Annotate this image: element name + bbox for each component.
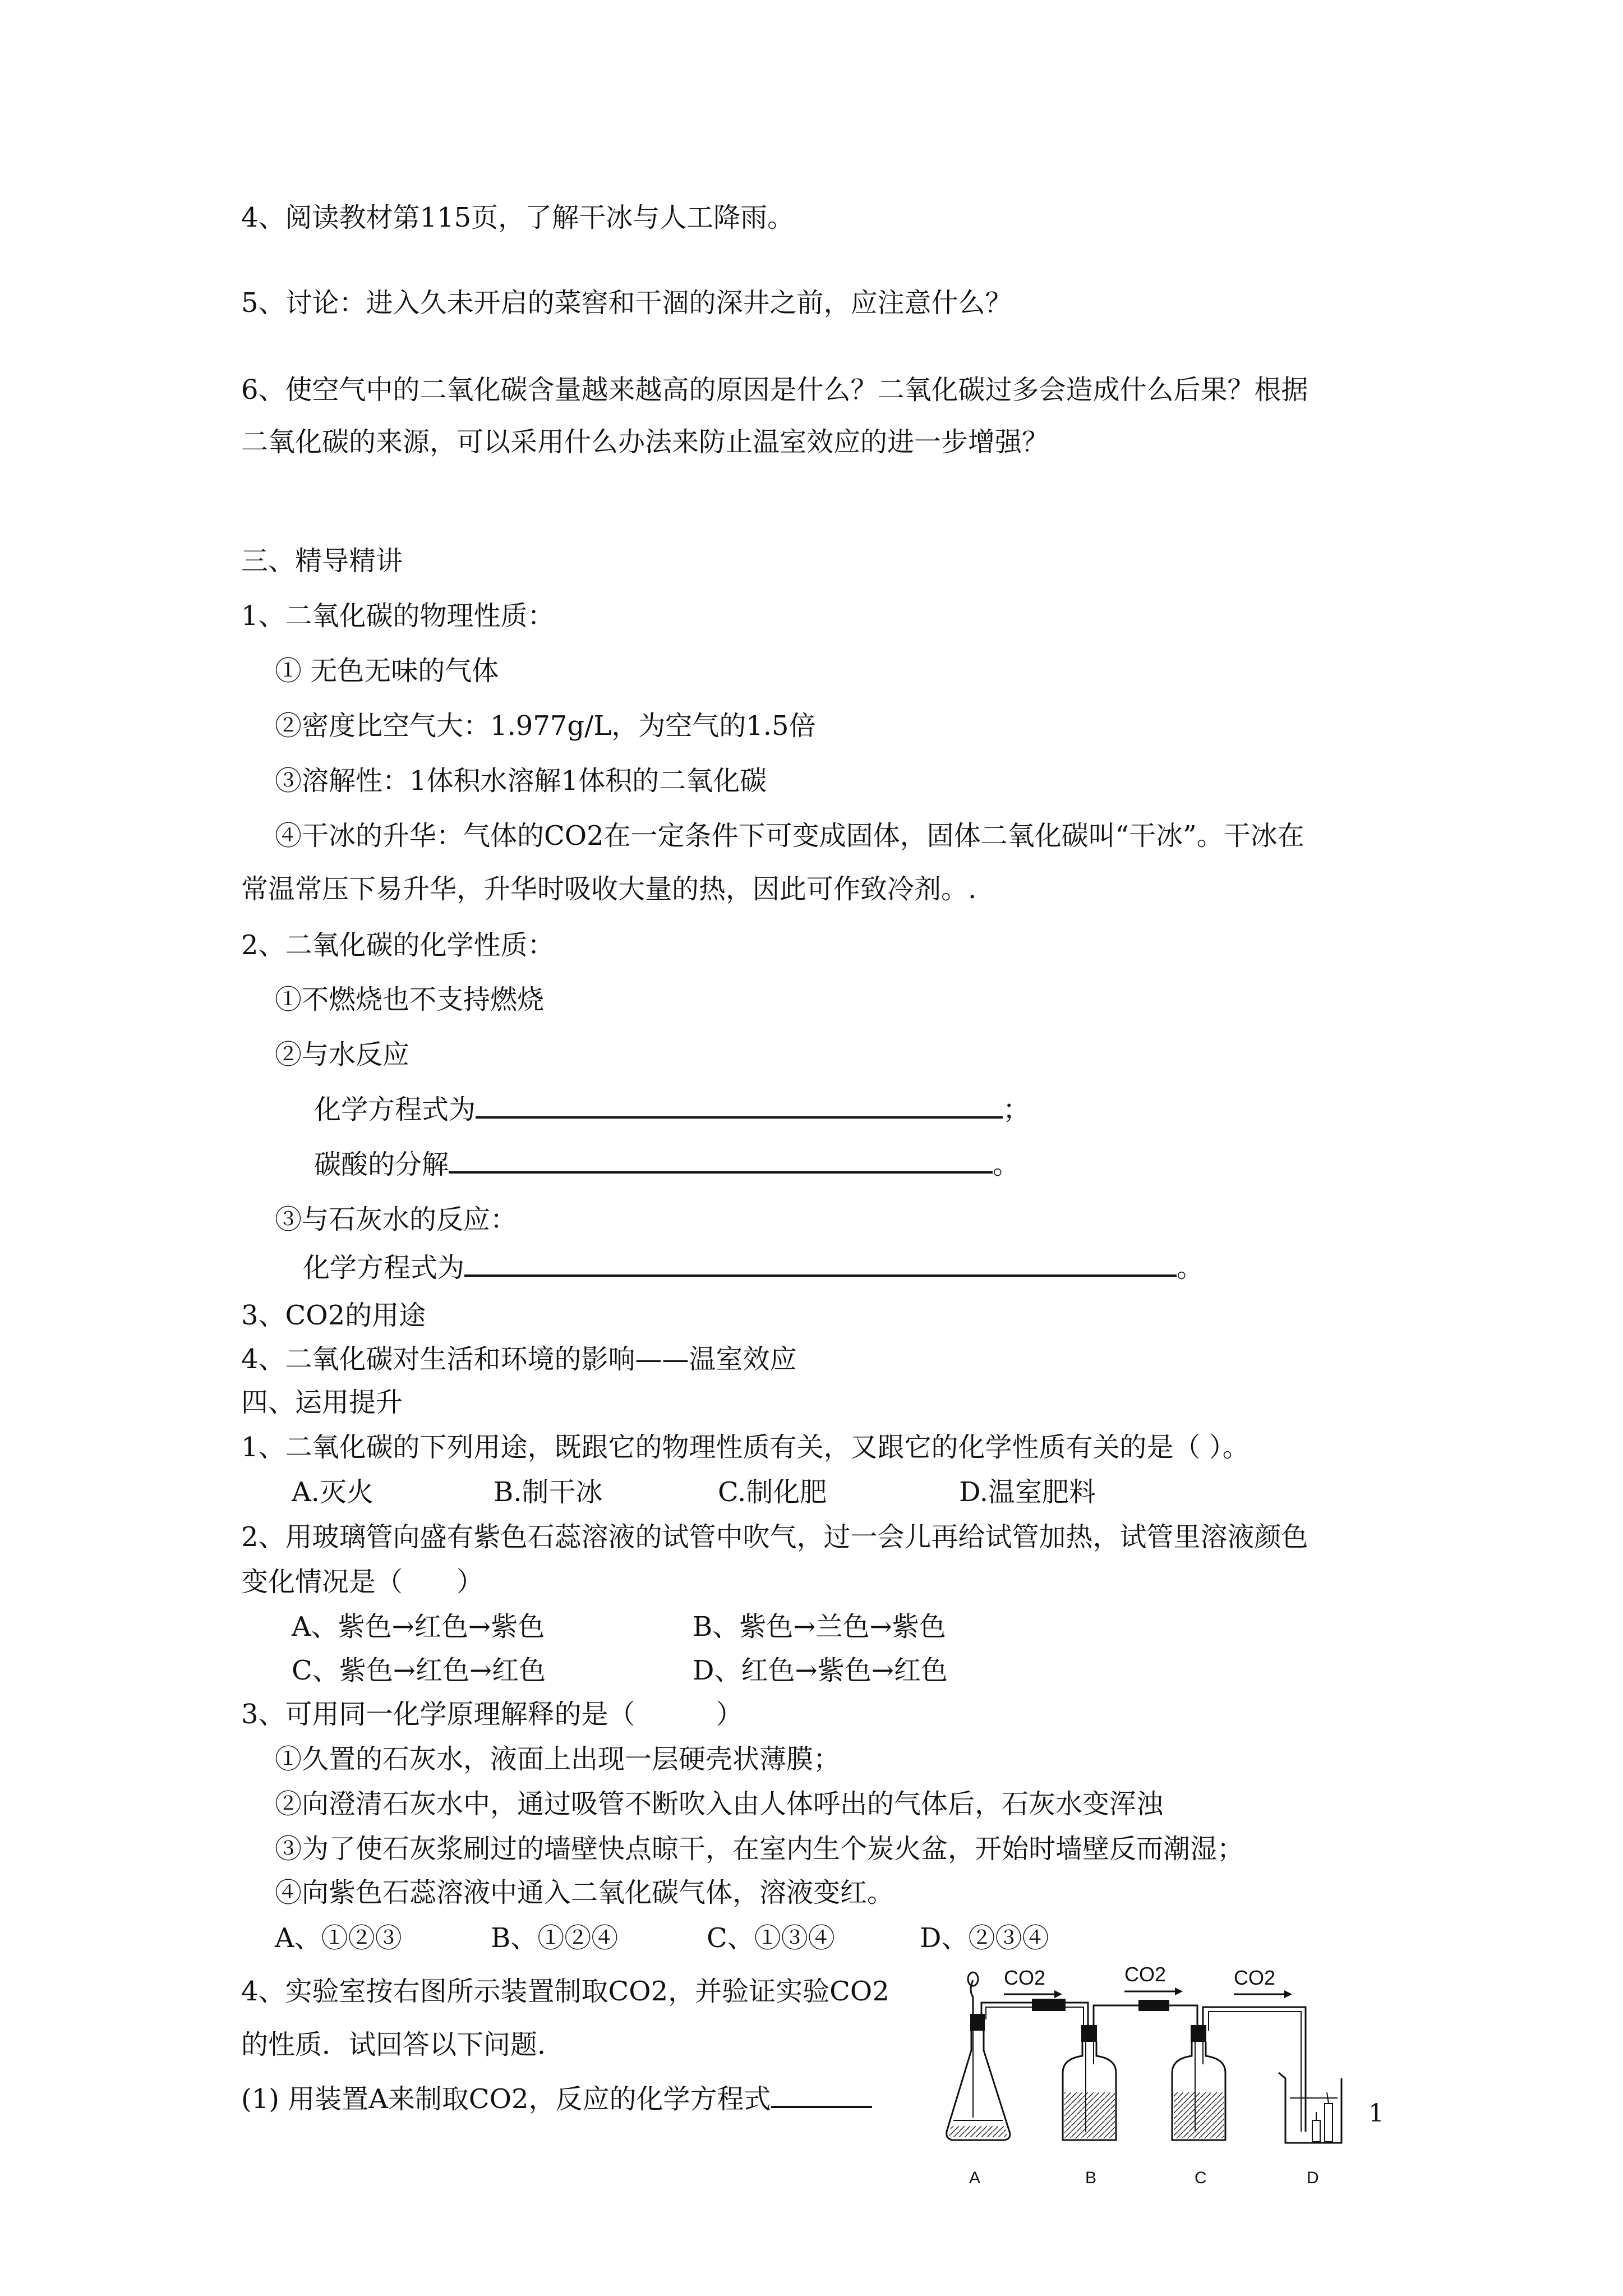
- question-5-text: 5、讨论：进入久未开启的菜窖和干涸的深井之前，应注意什么？: [241, 287, 1012, 319]
- apparatus-label-c: C: [1195, 2169, 1207, 2187]
- equation-3-label: 化学方程式为: [303, 1252, 465, 1283]
- exercise-2-stem-line-2: 变化情况是（ ）: [241, 1566, 484, 1598]
- apparatus-label-a: A: [969, 2169, 981, 2187]
- exercise-4-question-1: (1) 用装置A来制取CO2，反应的化学方程式: [241, 2083, 771, 2115]
- exercise-3-stem: 3、可用同一化学原理解释的是（ ）: [241, 1699, 743, 1730]
- chemical-item-3: ③与石灰水的反应：: [275, 1204, 518, 1235]
- equation-2-row: [314, 1148, 1020, 1181]
- exercise-2-option-c: C、紫色→红色→红色: [292, 1655, 546, 1686]
- physical-item-4-line-1: ④干冰的升华：气体的CO2在一定条件下可变成固体，固体二氧化碳叫“干冰”。干冰在: [275, 820, 1304, 852]
- equation-1-end: ；: [1003, 1094, 1030, 1125]
- beaker-d: [1279, 2073, 1341, 2143]
- exercise-1-option-b: B.制干冰: [494, 1476, 603, 1508]
- exercise-1-option-c: C.制化肥: [718, 1476, 827, 1508]
- exercise-3-statement-3: ③为了使石灰浆刷过的墙壁快点晾干，在室内生个炭火盆，开始时墙壁反而潮湿；: [275, 1833, 1244, 1865]
- page-number: 1: [1368, 2099, 1384, 2128]
- exercise-1-option-a: A.灭火: [292, 1476, 374, 1508]
- physical-item-4-line-2: 常温常压下易升华，升华时吸收大量的热，因此可作致冷剂。.: [241, 873, 977, 905]
- question-4-text: 4、阅读教材第115页，了解干冰与人工降雨。: [241, 202, 795, 233]
- equation-1-label: 化学方程式为: [314, 1094, 476, 1125]
- physical-item-1: ① 无色无味的气体: [275, 655, 499, 687]
- co2-label-3: CO2: [1234, 1966, 1276, 1989]
- equation-2-end: 。: [993, 1149, 1020, 1180]
- chemical-item-2: ②与水反应: [275, 1039, 410, 1070]
- question-6-line-1: 6、使空气中的二氧化碳含量越来越高的原因是什么？二氧化碳过多会造成什么后果？根据: [241, 374, 1308, 406]
- exercise-4-line-3: [241, 2082, 872, 2116]
- apparatus-label-b: B: [1085, 2169, 1097, 2187]
- exercise-1-option-d: D.温室肥料: [959, 1476, 1096, 1508]
- exercise-4-line-2: 的性质．试回答以下问题．: [241, 2029, 565, 2060]
- exercise-3-option-d: D、②③④: [920, 1922, 1049, 1954]
- flask-a: [947, 1972, 1010, 2140]
- exercise-2-stem-line-1: 2、用玻璃管向盛有紫色石蕊溶液的试管中吹气，过一会儿再给试管加热，试管里溶液颜色: [241, 1521, 1308, 1553]
- exercise-2-option-d: D、红色→紫色→红色: [693, 1655, 948, 1686]
- gas-flow-arrow-2: [1124, 1963, 1183, 1995]
- exercise-3-option-a: A、①②③: [275, 1922, 402, 1954]
- section-4-title: 四、运用提升: [241, 1387, 403, 1418]
- question-6-line-2: 二氧化碳的来源，可以采用什么办法来防止温室效应的进一步增强？: [241, 426, 1049, 458]
- co2-label-2: CO2: [1124, 1963, 1166, 1986]
- equation-2-blank[interactable]: [449, 1148, 993, 1174]
- exercise-2-option-a: A、紫色→红色→紫色: [292, 1611, 545, 1642]
- greenhouse-effect-heading: 4、二氧化碳对生活和环境的影响——温室效应: [241, 1343, 797, 1375]
- gas-flow-arrow-1: [1004, 1966, 1062, 1998]
- exercise-1-stem: 1、二氧化碳的下列用途，既跟它的物理性质有关，又跟它的化学性质有关的是（ ）。: [241, 1432, 1249, 1463]
- co2-label-1: CO2: [1004, 1966, 1046, 1989]
- co2-apparatus-figure: [942, 1952, 1368, 2199]
- equation-2-label: 碳酸的分解: [314, 1149, 449, 1180]
- physical-item-3: ③溶解性：1体积水溶解1体积的二氧化碳: [275, 765, 767, 797]
- exercise-3-option-b: B、①②④: [491, 1922, 619, 1954]
- apparatus-label-d: D: [1307, 2169, 1319, 2187]
- exercise-3-statement-4: ④向紫色石蕊溶液中通入二氧化碳气体，溶液变红。: [275, 1877, 895, 1908]
- gas-flow-arrow-3: [1234, 1966, 1292, 1998]
- chemical-item-1: ①不燃烧也不支持燃烧: [275, 984, 545, 1015]
- equation-1-row: [314, 1093, 1030, 1126]
- section-3-title: 三、精导精讲: [241, 545, 403, 577]
- co2-uses-heading: 3、CO2的用途: [241, 1300, 426, 1331]
- exercise-3-statement-2: ②向澄清石灰水中，通过吸管不断吹入由人体呼出的气体后，石灰水变浑浊: [275, 1788, 1164, 1820]
- equation-3-row: [303, 1251, 1204, 1285]
- bottle-c: [1172, 2025, 1225, 2140]
- equation-1-blank[interactable]: [476, 1093, 1003, 1119]
- physical-properties-heading: 1、二氧化碳的物理性质：: [241, 600, 555, 632]
- exercise-3-option-c: C、①③④: [707, 1922, 835, 1954]
- equation-3-blank[interactable]: [464, 1251, 1177, 1277]
- equation-3-end: 。: [1177, 1252, 1204, 1283]
- physical-item-2: ②密度比空气大：1.977g/L，为空气的1.5倍: [275, 710, 816, 742]
- exercise-4-answer-blank[interactable]: [771, 2083, 872, 2108]
- exercise-4-line-1: 4、实验室按右图所示装置制取CO2，并验证实验CO2: [241, 1976, 889, 2007]
- exercise-2-option-b: B、紫色→兰色→紫色: [693, 1611, 946, 1642]
- exercise-3-statement-1: ①久置的石灰水，液面上出现一层硬壳状薄膜；: [275, 1743, 841, 1775]
- bottle-b: [1063, 2025, 1116, 2140]
- chemical-properties-heading: 2、二氧化碳的化学性质：: [241, 930, 555, 961]
